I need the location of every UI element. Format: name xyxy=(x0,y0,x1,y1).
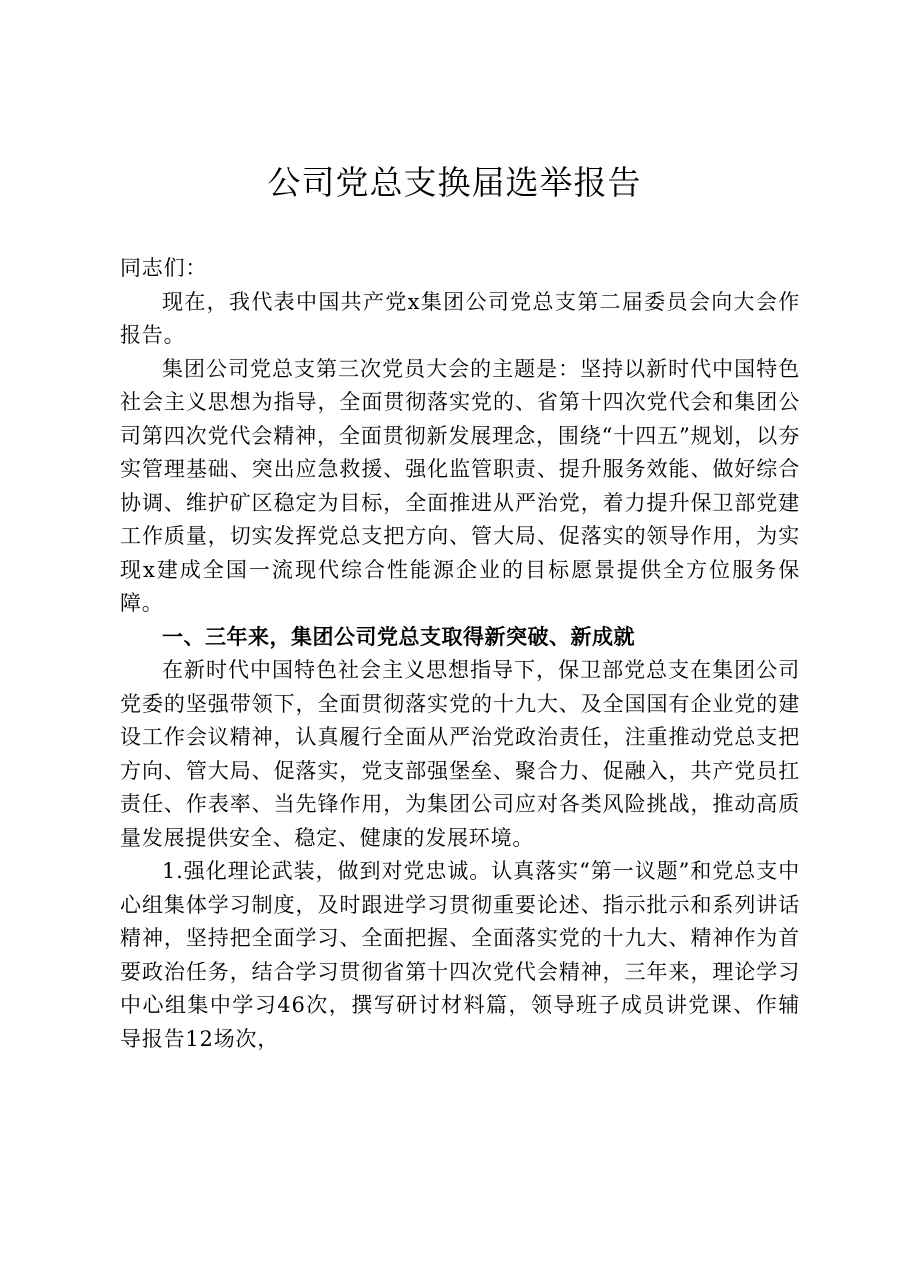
paragraph-achievements: 在新时代中国特色社会主义思想指导下，保卫部党总支在集团公司党委的坚强带领下，全面贯彻落实党的十九大、及全国国有企业党的建设工作会议精神，认真履行全面从严治党政治责任，注重推动党总支把方向、管大局、促落实，党支部强堡垒、聚合力、促融入，共产党员扛责任、作表率、当先锋作用，为集团公司应对各类风险挑战，推动高质量发展提供安全、稳定、健康的发展环境。 xyxy=(120,658,800,850)
paragraph-opening: 现在，我代表中国共产党x集团公司党总支第二届委员会向大会作报告。 xyxy=(120,289,800,347)
salutation: 同志们： xyxy=(120,256,208,280)
document-body xyxy=(120,252,800,1056)
paragraph-theme: 集团公司党总支第三次党员大会的主题是：坚持以新时代中国特色社会主义思想为指导，全面贯彻落实党的、省第十四次党代会和集团公司第四次党代会精神，全面贯彻新发展理念，围绕“十四五”规划，以夯实管理基础、突出应急救援、强化监管职责、提升服务效能、做好综合协调、维护矿区稳定为目标，全面推进从严治党，着力提升保卫部党建工作质量，切实发挥党总支把方向、管大局、促落实的领导作用，为实现x建成全国一流现代综合性能源企业的目标愿景提供全方位服务保障。 xyxy=(120,356,800,615)
paragraph-theory-study: 1.强化理论武装，做到对党忠诚。认真落实“第一议题”和党总支中心组集体学习制度，及时跟进学习贯彻重要论述、指示批示和系列讲话精神，坚持把全面学习、全面把握、全面落实党的十九大、精神作为首要政治任务，结合学习贯彻省第十四次党代会精神，三年来，理论学习中心组集中学习46次，撰写研讨材料篇，领导班子成员讲党课、作辅导报告12场次， xyxy=(120,859,800,1051)
page-title: 公司党总支换届选举报告 xyxy=(267,163,642,202)
section-heading: 一、三年来，集团公司党总支取得新突破、新成就 xyxy=(162,624,635,649)
